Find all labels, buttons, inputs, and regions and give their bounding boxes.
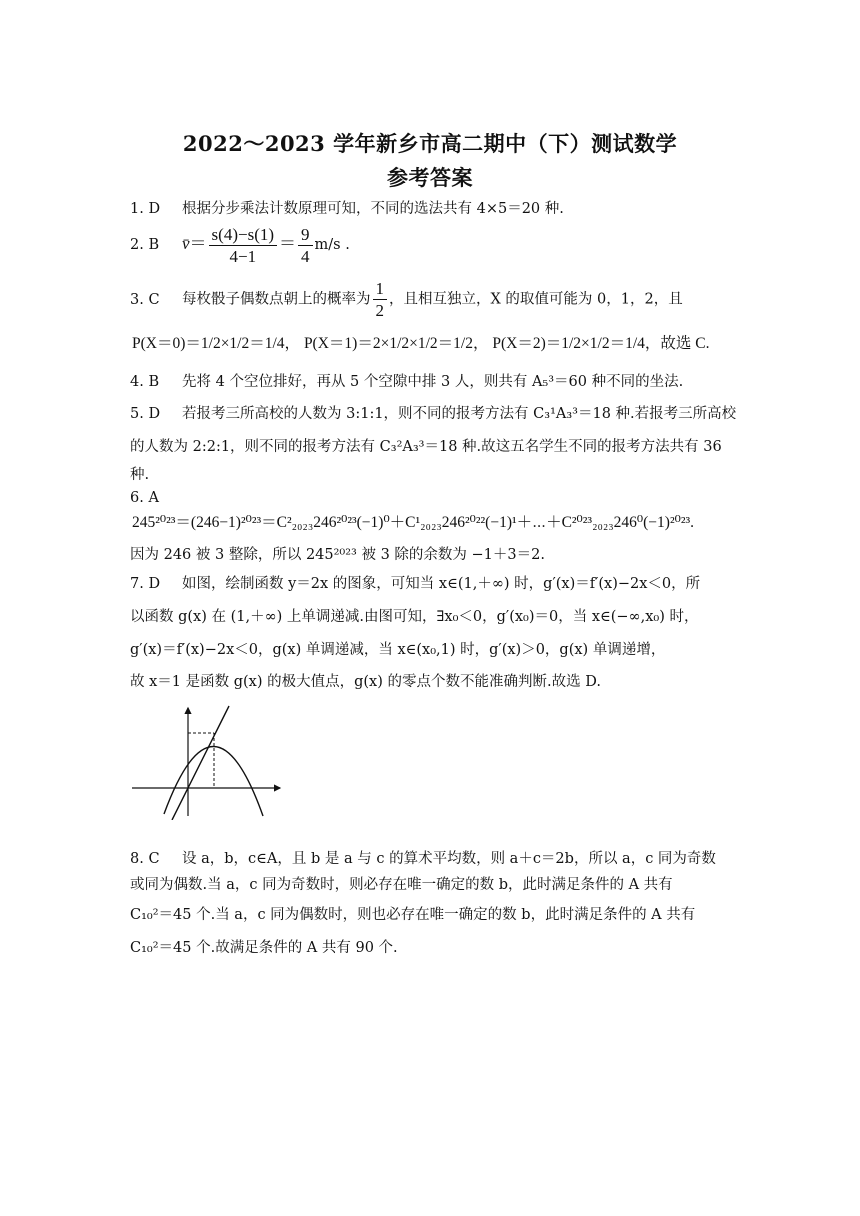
answer-2-numerator: s(4)−s(1) [209,226,277,246]
answer-3-text-a: 每枚骰子偶数点朝上的概率为 [182,291,371,308]
answer-7-line-4: 故 x＝1 是函数 g(x) 的极大值点，g(x) 的零点个数不能准确判断.故选 D. [130,674,601,690]
answer-3 [130,280,683,319]
answer-3-p1: P(X＝1)＝2×1/2×1/2＝1/2， [303,335,489,352]
answer-3-p0: P(X＝0)＝1/2×1/2＝1/4， [132,335,301,352]
answer-8-line-1: 设 a，b，c∈A，且 b 是 a 与 c 的算术平均数，则 a＋c＝2b，所以 a，c 同为奇数 [182,851,716,867]
answer-7-line-2: 以函数 g(x) 在 (1,＋∞) 上单调递减.由图可知，∃x₀＜0，g′(x₀)＝0，当 x∈(−∞,x₀) 时， [130,609,699,625]
answer-2 [130,224,350,265]
answer-2-unit: m/s . [314,237,350,253]
answer-4-text: 先将 4 个空位排好，再从 5 个空隙中排 3 人，则共有 A₅³＝60 种不同的坐法. [182,374,684,390]
answer-8-line-2: 或同为偶数.当 a，c 同为奇数时，则必存在唯一确定的数 b，此时满足条件的 A 共有 [130,877,673,893]
answer-6-line-2: 因为 246 被 3 整除，所以 245²⁰²³ 被 3 除的余数为 −1＋3＝2. [130,547,545,563]
answer-3-half-den: 2 [375,301,384,320]
answer-2-eq2: ＝ [279,234,297,253]
answer-8 [130,849,716,869]
answer-7-line-1: 如图，绘制函数 y＝2x 的图象，可知当 x∈(1,＋∞) 时，g′(x)＝f′(x)−2x＜0，所 [182,576,701,592]
answer-4 [130,372,683,392]
line-y-2x [172,706,229,820]
answer-2-denominator-2: 4 [301,246,310,266]
answer-8-line-3: C₁₀²＝45 个.当 a，c 同为偶数时，则也必存在唯一确定的数 b，此时满足条件的 A 共有 [130,907,696,923]
answer-6-line-1: 245²⁰²³＝(246−1)²⁰²³＝C²₂₀₂₃246²⁰²³(−1)⁰＋C¹₂₀₂₃246²⁰²²(−1)¹＋⋯＋C²⁰²³₂₀₂₃246⁰(−1)²⁰²³. [132,514,694,531]
answer-2-number: 2. B [130,237,160,253]
answer-2-fraction-2 [298,226,313,265]
answer-5 [130,404,736,424]
answer-2-numerator-2: 9 [298,226,313,246]
answer-5-line-2: 的人数为 2:2:1，则不同的报考方法有 C₃²A₃³＝18 种.故这五名学生不同的报考方法共有 36 [130,439,722,455]
answer-5-line-1: 若报考三所高校的人数为 3:1:1，则不同的报考方法有 C₃¹A₃³＝18 种.若报考三所高校 [182,406,737,422]
answer-3-probabilities [132,334,710,354]
answer-8-number: 8. C [130,851,160,867]
answer-8-line-4: C₁₀²＝45 个.故满足条件的 A 共有 90 个. [130,940,398,956]
answer-3-number: 3. C [130,291,160,308]
page-title: 2022～2023 学年新乡市高二期中（下）测试数学 [182,131,678,156]
answer-1-text: 根据分步乘法计数原理可知，不同的选法共有 4×5＝20 种. [182,201,564,217]
function-graph [128,702,288,820]
answer-1 [130,199,564,219]
answer-3-half-num: 1 [373,280,388,300]
answer-7-line-3: g′(x)＝f′(x)−2x＜0，g(x) 单调递减，当 x∈(x₀,1) 时，g′(x)＞0，g(x) 单调递增， [130,642,666,658]
answer-2-fraction [209,226,277,265]
answer-7 [130,574,700,594]
page-subtitle: 参考答案 [387,165,473,190]
answer-3-half [373,280,388,319]
answer-6-number: 6. A [130,490,159,506]
answer-2-eq: ＝ [189,234,207,253]
answer-1-number: 1. D [130,201,161,217]
answer-7-number: 7. D [130,576,161,592]
answer-3-text-b: ，且相互独立，X 的取值可能为 0，1，2，且 [389,291,683,308]
answer-2-denominator: 4−1 [229,246,257,266]
answer-4-number: 4. B [130,374,160,390]
answer-5-line-3: 种. [130,467,150,483]
answer-3-p2: P(X＝2)＝1/2×1/2＝1/4，故选 C. [492,335,710,352]
answer-2-v: v̄ [182,234,190,253]
answer-5-number: 5. D [130,406,161,422]
